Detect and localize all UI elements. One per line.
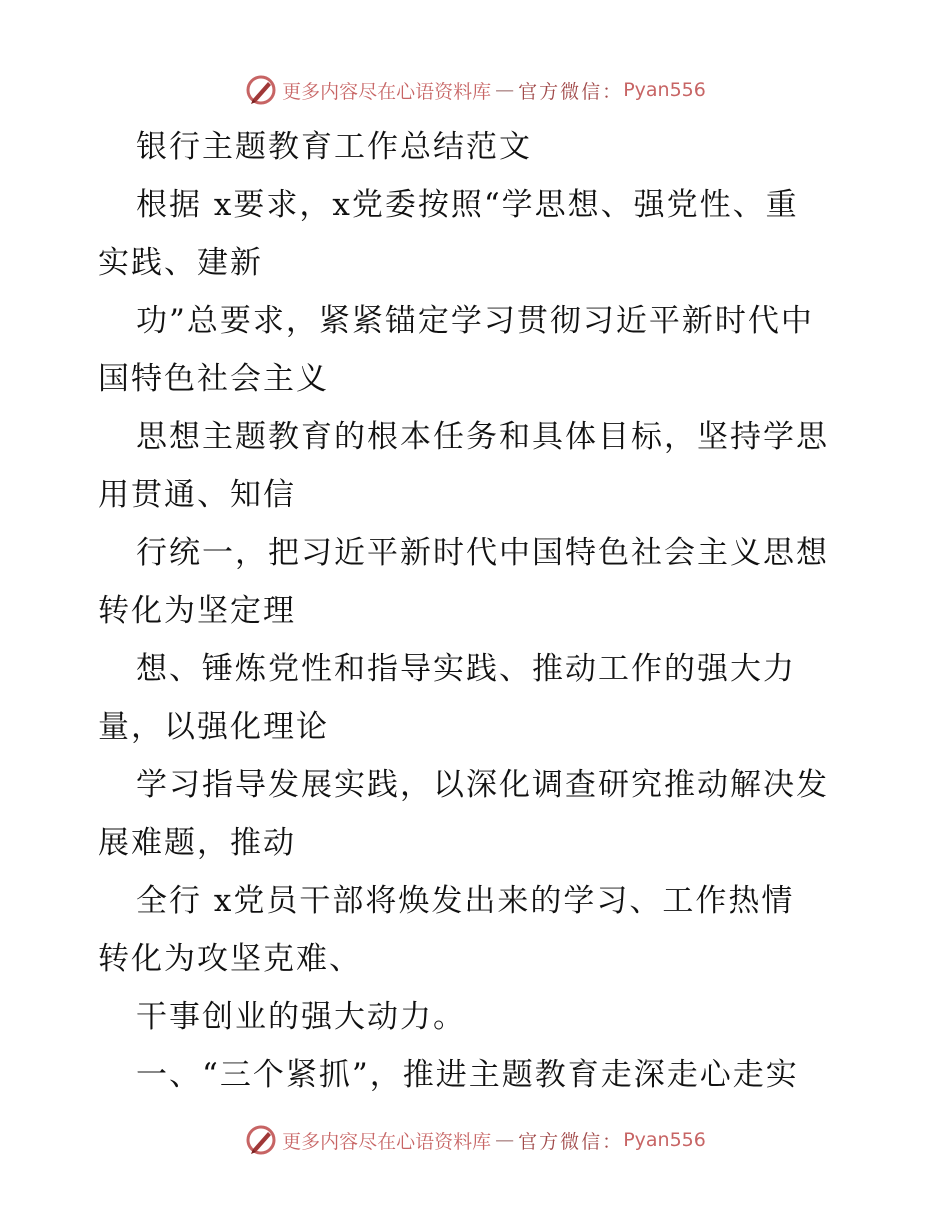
document-line: 国特色社会主义 [98, 361, 329, 397]
document-line: 用贯通、知信 [98, 477, 296, 513]
watermark-account: Pyan556 [623, 79, 706, 101]
document-line: 一、“三个紧抓”，推进主题教育走深走心走实 [136, 1057, 799, 1093]
document-line: 行统一，把习近平新时代中国特色社会主义思想 [136, 535, 829, 571]
document-line: 功”总要求，紧紧锚定学习贯彻习近平新时代中 [136, 303, 814, 339]
document-line: 思想主题教育的根本任务和具体目标，坚持学思 [136, 419, 829, 455]
watermark-separator: — [495, 79, 515, 101]
watermark-main-text: 更多内容尽在心语资料库 [282, 1130, 492, 1153]
document-title: 银行主题教育工作总结范文 [136, 129, 532, 165]
document-line: 量，以强化理论 [98, 709, 329, 745]
header-watermark [0, 70, 950, 110]
document-line: 想、锤炼党性和指导实践、推动工作的强大力 [136, 651, 796, 687]
watermark-label: 官方微信： [518, 80, 624, 103]
watermark-label: 官方微信： [518, 1130, 624, 1153]
document-line: 展难题，推动 [98, 825, 296, 861]
document-line: 根据 x要求，x党委按照“学思想、强党性、重 [136, 187, 799, 223]
document-line: 干事创业的强大动力。 [136, 999, 466, 1035]
document-line: 学习指导发展实践，以深化调查研究推动解决发 [136, 767, 829, 803]
document-line: 转化为坚定理 [98, 593, 296, 629]
pen-logo-icon [244, 73, 278, 107]
watermark-main-text: 更多内容尽在心语资料库 [282, 80, 492, 103]
document-line: 转化为攻坚克难、 [98, 941, 362, 977]
pen-logo-icon [244, 1123, 278, 1157]
document-line: 实践、建新 [98, 245, 263, 281]
document-line: 全行 x党员干部将焕发出来的学习、工作热情 [136, 883, 795, 919]
document-body [98, 118, 858, 1104]
footer-watermark [0, 1120, 950, 1160]
watermark-separator: — [495, 1129, 515, 1151]
watermark-account: Pyan556 [623, 1129, 706, 1151]
